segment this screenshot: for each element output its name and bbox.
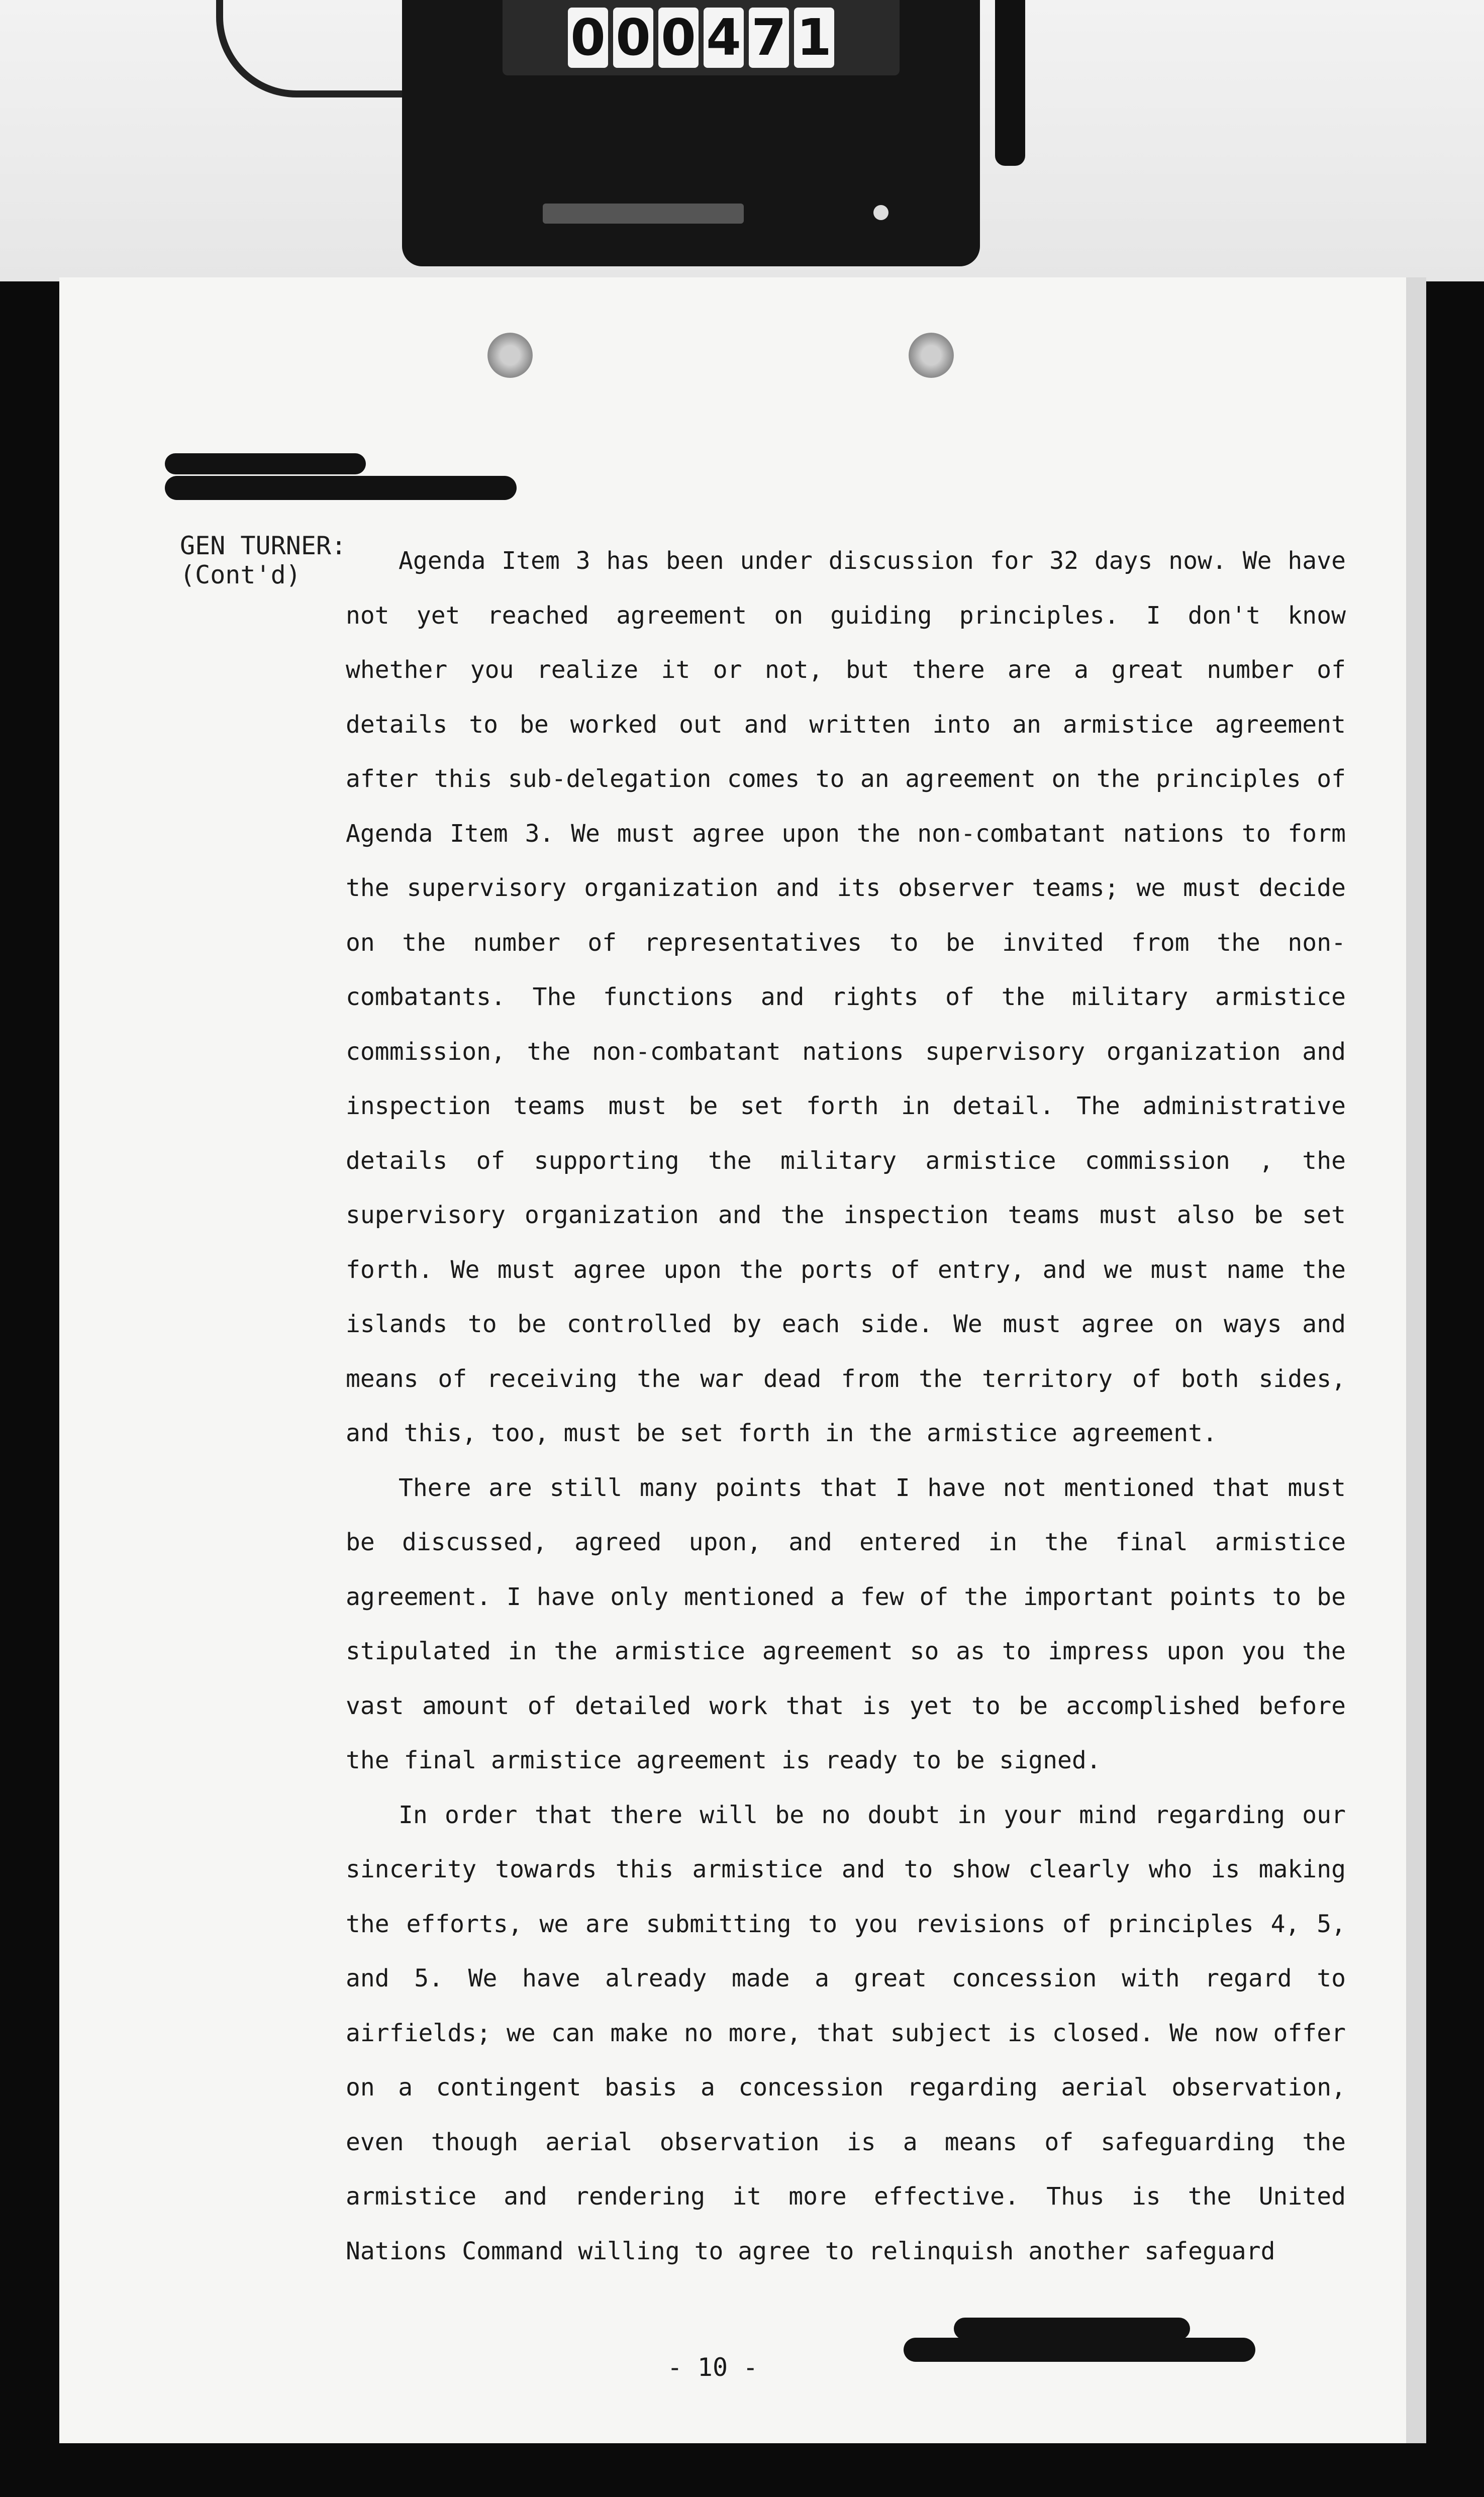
paragraph: There are still many points that I have not mentioned that must be discussed, agreed upon, and entered in the final armistice agreement. I have only mentioned a few of the important points to be stipulated in the armistice agreement so as to impress upon you the vast amount of detailed work that is yet to be accomplished before the final armistice agreement is ready to be signed.	[346, 1473, 1346, 1774]
counter-digit: 0	[613, 8, 653, 68]
counter-cable	[216, 0, 434, 97]
counter-digit: 1	[794, 8, 834, 68]
transcript-body	[346, 534, 1346, 2278]
redaction-mark	[904, 2338, 1255, 2362]
page-number: - 10 -	[667, 2353, 758, 2382]
speaker-note: (Cont'd)	[180, 560, 301, 589]
redaction-mark	[954, 2318, 1190, 2340]
punch-hole	[909, 333, 954, 378]
counter-digit: 4	[704, 8, 744, 68]
counter-digit: 0	[658, 8, 699, 68]
frame-counter-digits	[568, 8, 834, 68]
punch-hole	[487, 333, 533, 378]
counter-digit: 0	[568, 8, 608, 68]
redaction-mark	[165, 476, 517, 500]
speaker-label	[180, 531, 346, 589]
redaction-mark	[165, 453, 366, 474]
paragraph: In order that there will be no doubt in your mind regarding our sincerity towards this armistice and to show clearly who is making the efforts, we are submitting to you revisions of principles 4, 5, and 5. We have already made a great concession with regard to airfields; we can make no more, that subject is closed. We now offer on a contingent basis a concession regarding aerial observation, even though aerial observation is a means of safeguarding the armistice and rendering it more effective. Thus is the United Nations Command willing to agree to relinquish another safeguard	[346, 1801, 1346, 2265]
counter-knob	[873, 205, 888, 220]
frame-counter	[503, 0, 900, 75]
document-page	[59, 277, 1406, 2443]
counter-cable-right	[995, 0, 1025, 166]
counter-slot	[543, 204, 744, 224]
paragraph: Agenda Item 3 has been under discussion for 32 days now. We have not yet reached agreement on guiding principles. I don't know whether you realize it or not, but there are a great number of details to be worked out and written into an armistice agreement after this sub-delegation comes to an agreement on the principles of Agenda Item 3. We must agree upon the non-combatant nations to form the supervisory organization and its observer teams; we must decide on the number of representatives to be invited from the non-combatants. The functions and rights of the military armistice commission, the non-combatant nations supervisory organization and inspection teams must be set forth in detail. The administrative details of supporting the military armistice commission , the supervisory organization and the inspection teams must also be set forth. We must agree upon the ports of entry, and we must name the islands to be controlled by each side. We must agree on ways and means of receiving the war dead from the territory of both sides, and this, too, must be set forth in the armistice agreement.	[346, 547, 1346, 1447]
counter-digit: 7	[749, 8, 789, 68]
paper-edge	[1406, 277, 1426, 2443]
microfilm-header	[0, 0, 1484, 281]
speaker-name: GEN TURNER:	[180, 531, 347, 560]
